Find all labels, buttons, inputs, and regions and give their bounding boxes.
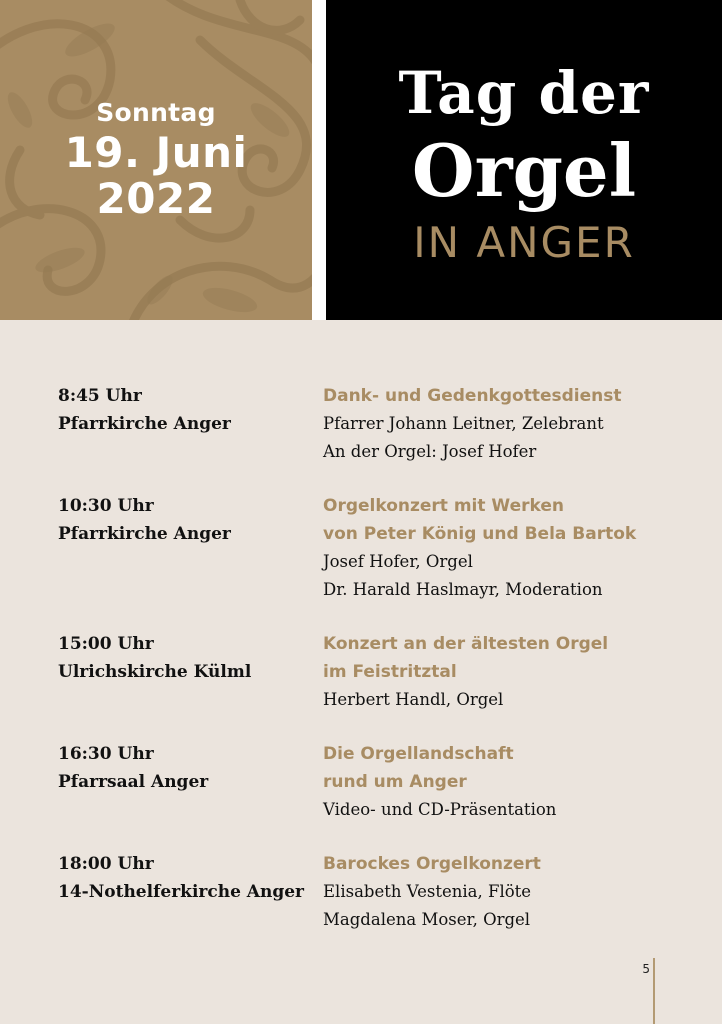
event-description [323,850,718,934]
event-description [323,740,718,824]
event-location: Ulrichskirche Külml [58,662,252,682]
event-detail: Magdalena Moser, Orgel [323,910,531,929]
event-title: Konzert an der ältesten Orgel [323,634,609,654]
event-date [0,96,312,222]
page-number-rule [653,958,655,1024]
event-time: 18:00 Uhr [58,854,154,874]
event-location: Pfarrsaal Anger [58,772,209,792]
event-time-location [58,492,318,548]
event-title: von Peter König und Bela Bartok [323,524,637,544]
title-line-2: Orgel [411,128,637,213]
event-weekday: Sonntag [96,98,216,127]
event-location: Pfarrkirche Anger [58,414,231,434]
page-number: 5 [642,962,650,976]
title-line-1: Tag der [398,59,650,127]
event-entry [0,492,722,630]
event-entry [0,740,722,850]
event-description [323,492,718,604]
event-time-location [58,630,318,686]
header-date-panel [0,0,312,320]
header-divider [312,0,326,320]
event-time-location [58,850,318,906]
event-detail: An der Orgel: Josef Hofer [323,442,537,461]
title-subtitle: IN ANGER [413,218,635,267]
event-entry [0,630,722,740]
event-detail: Dr. Harald Haslmayr, Moderation [323,580,603,599]
event-description [323,382,718,466]
event-detail: Herbert Handl, Orgel [323,690,504,709]
event-title: Dank- und Gedenkgottesdienst [323,386,622,406]
event-location: 14-Nothelferkirche Anger [58,882,305,902]
event-entry [0,382,722,492]
event-title: Die Orgellandschaft [323,744,514,764]
program-schedule [0,382,722,960]
event-title: rund um Anger [323,772,467,792]
event-time-location [58,382,318,438]
event-detail: Video- und CD-Präsentation [323,800,557,819]
header-title-panel [326,0,722,320]
event-date-year: 2022 [96,174,216,223]
event-time: 8:45 Uhr [58,386,142,406]
event-time-location [58,740,318,796]
event-title: im Feistritztal [323,662,457,682]
event-title: Barockes Orgelkonzert [323,854,541,874]
event-detail: Josef Hofer, Orgel [323,552,473,571]
event-location: Pfarrkirche Anger [58,524,231,544]
event-time: 15:00 Uhr [58,634,154,654]
event-date-day-month: 19. Juni [64,128,248,177]
event-detail: Pfarrer Johann Leitner, Zelebrant [323,414,604,433]
event-detail: Elisabeth Vestenia, Flöte [323,882,532,901]
event-description [323,630,718,714]
event-time: 16:30 Uhr [58,744,154,764]
event-time: 10:30 Uhr [58,496,154,516]
event-entry [0,850,722,960]
event-title: Orgelkonzert mit Werken [323,496,564,516]
